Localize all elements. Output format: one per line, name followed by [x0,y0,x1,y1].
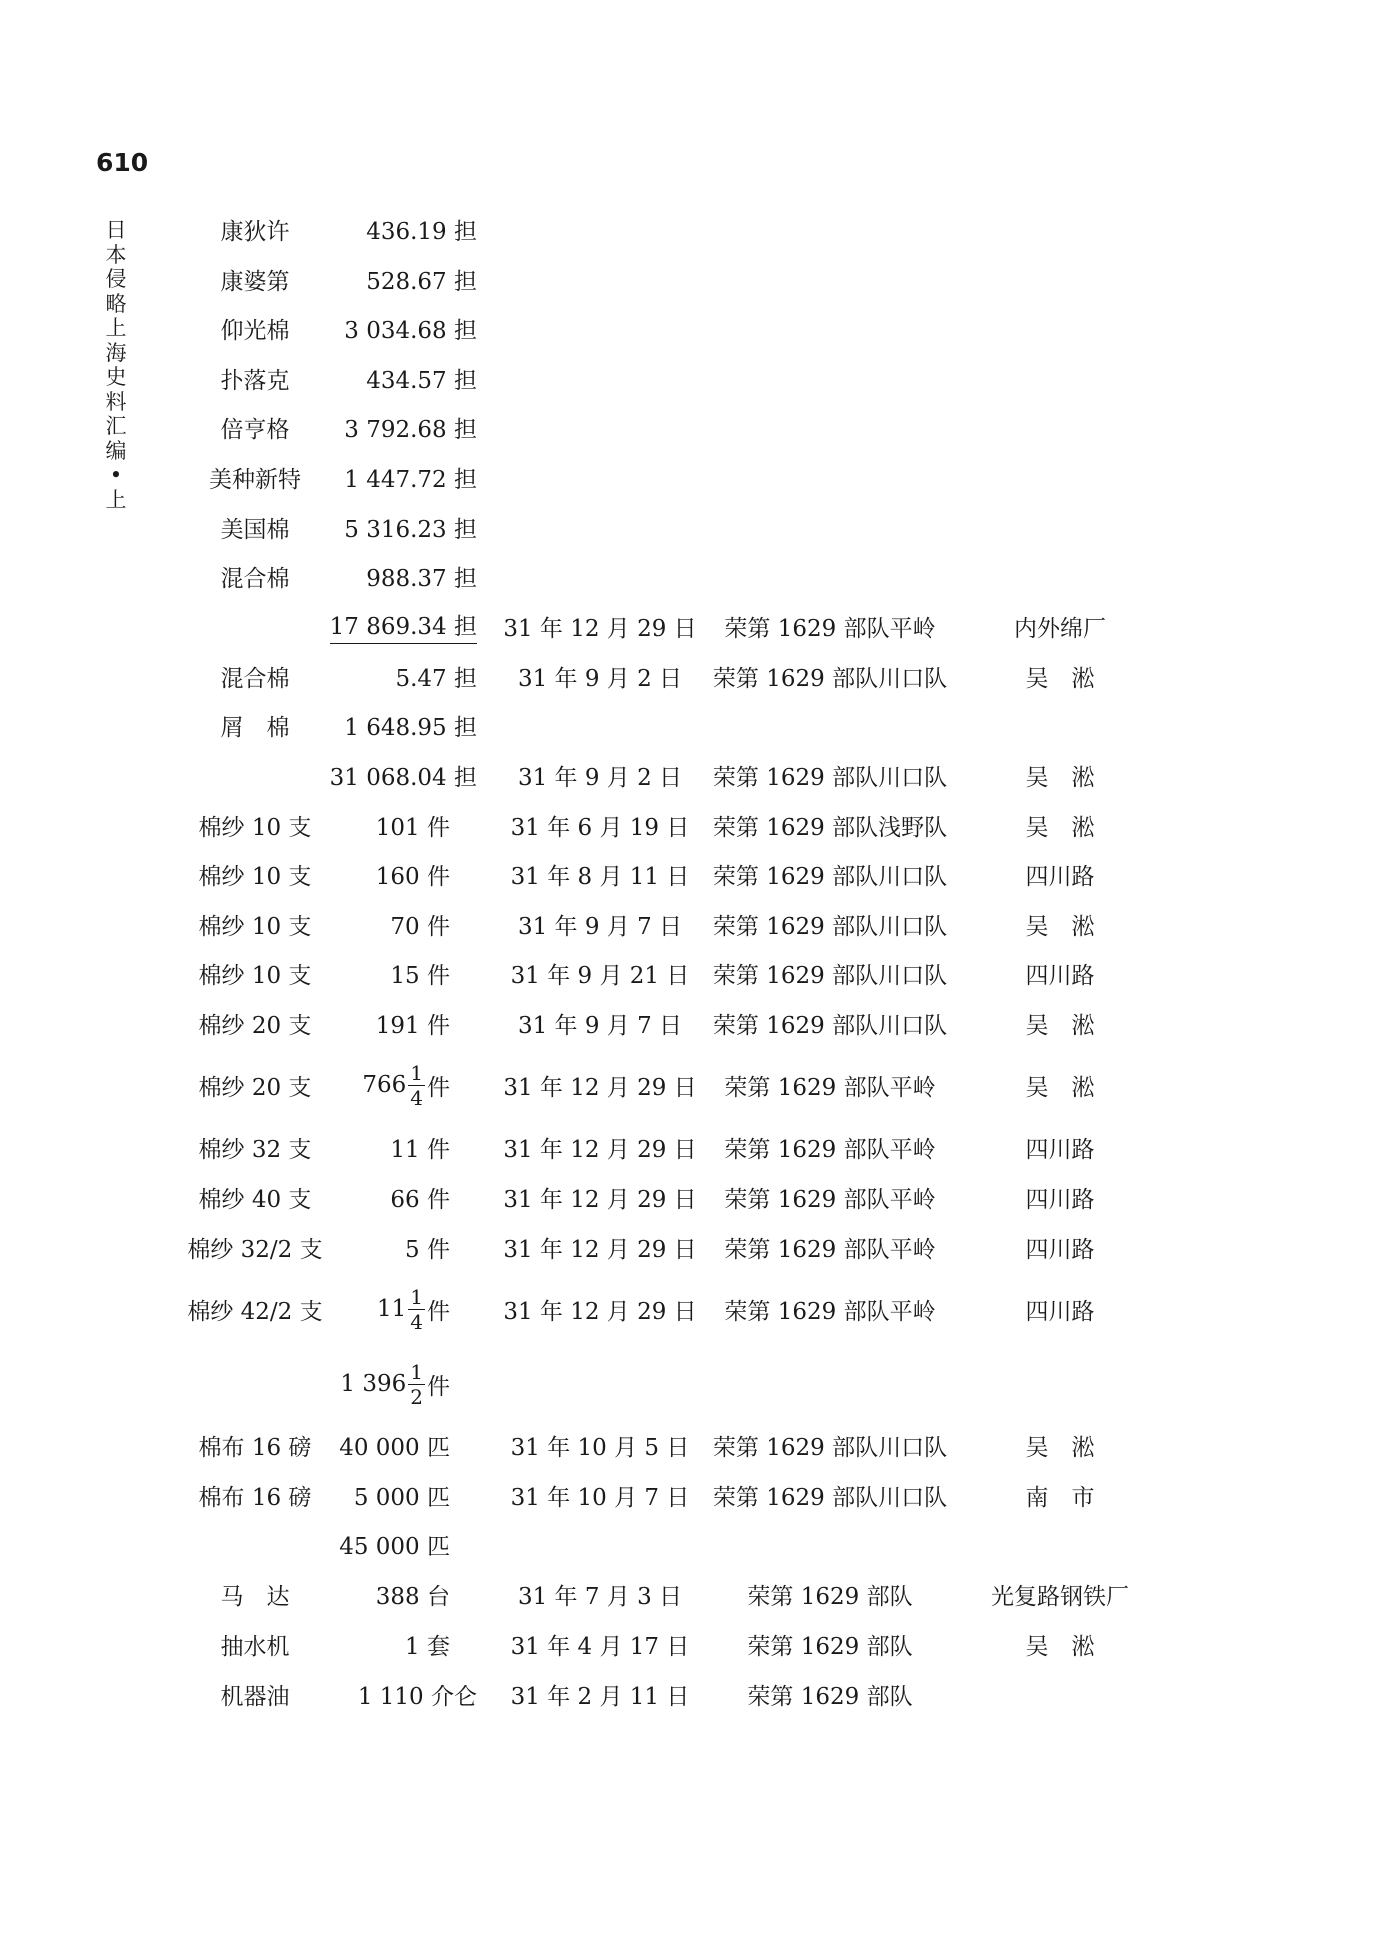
quantity-value: 5 件 [405,1236,450,1263]
quantity-value: 988.37 担 [366,565,477,592]
quantity-value: 70 件 [390,913,450,940]
table-row [0,1279,1386,1339]
item-name: 扑落克 [220,367,290,394]
item-name: 马 达 [220,1583,290,1610]
running-title-char: 侵 [105,267,127,291]
item-name: 棉纱 10 支 [198,962,312,989]
seizure-date [500,1354,700,1414]
military-unit: 荣第 1629 部队川口队 [712,764,948,791]
seizure-date: 31 年 2 月 11 日 [510,1683,690,1710]
seizure-date: 31 年 6 月 19 日 [510,814,690,841]
military-unit: 荣第 1629 部队川口队 [712,962,948,989]
quantity-fraction [408,1284,425,1334]
seizure-date: 31 年 12 月 29 日 [503,615,697,642]
fraction-numerator: 1 [410,1359,423,1384]
seizure-date: 31 年 12 月 29 日 [503,1298,697,1325]
location: 吴 淞 [1025,1074,1095,1101]
seizure-date: 31 年 12 月 29 日 [503,1136,697,1163]
running-title-char: 编 [105,438,127,463]
table-row [0,1217,1386,1277]
running-title-char: 汇 [105,414,127,438]
seizure-date: 31 年 9 月 2 日 [517,764,683,791]
item-name: 美种新特 [209,466,301,493]
quantity-unit: 件 [427,1373,450,1400]
location: 四川路 [1025,962,1095,989]
location: 四川路 [1025,1298,1095,1325]
fraction-numerator: 1 [410,1284,423,1309]
item-name: 混合棉 [220,665,290,692]
location: 四川路 [1025,1136,1095,1163]
fraction-denominator: 2 [410,1384,423,1409]
location: 吴 淞 [1025,1012,1095,1039]
military-unit: 荣第 1629 部队川口队 [712,665,948,692]
seizure-date: 31 年 4 月 17 日 [510,1633,690,1660]
military-unit [700,1354,960,1414]
location: 吴 淞 [1025,1633,1095,1660]
item-name [170,1354,340,1414]
location: 光复路钢铁厂 [991,1583,1129,1610]
quantity-value: 434.57 担 [366,367,477,394]
seizure-date: 31 年 12 月 29 日 [503,1074,697,1101]
military-unit: 荣第 1629 部队川口队 [712,1012,948,1039]
item-name: 棉布 16 磅 [198,1434,312,1461]
table-row [0,1055,1386,1115]
seizure-date: 31 年 8 月 11 日 [510,863,690,890]
location: 吴 淞 [1025,814,1095,841]
item-name: 美国棉 [220,516,290,543]
seizure-date: 31 年 12 月 29 日 [503,1236,697,1263]
quantity-value: 3 792.68 担 [344,416,477,443]
quantity-unit: 件 [427,1298,450,1325]
quantity-fraction [408,1359,425,1409]
seizure-date: 31 年 12 月 29 日 [503,1186,697,1213]
item-name: 康狄许 [220,218,290,245]
item-name: 棉纱 20 支 [198,1074,312,1101]
military-unit: 荣第 1629 部队川口队 [712,913,948,940]
running-title-char: 上 [105,487,127,512]
location: 内外绵厂 [1014,615,1106,642]
seizure-date: 31 年 9 月 2 日 [517,665,683,692]
military-unit: 荣第 1629 部队平岭 [724,1074,936,1101]
seizure-date: 31 年 9 月 7 日 [517,913,683,940]
quantity-value: 388 台 [375,1583,450,1610]
running-title-char: 日 [105,218,127,242]
quantity-value: 1 套 [405,1633,450,1660]
location: 吴 淞 [1025,913,1095,940]
item-name: 屑 棉 [220,714,290,741]
quantity-value: 5 000 匹 [353,1484,450,1511]
military-unit: 荣第 1629 部队平岭 [724,1298,936,1325]
military-unit: 荣第 1629 部队浅野队 [712,814,948,841]
quantity-value: 66 件 [390,1186,450,1213]
quantity-value: 40 000 匹 [339,1434,450,1461]
quantity-value: 1 648.95 担 [344,714,477,741]
location: 四川路 [1025,1236,1095,1263]
military-unit: 荣第 1629 部队平岭 [724,1236,936,1263]
item-name: 棉纱 40 支 [198,1186,312,1213]
seizure-date: 31 年 10 月 7 日 [510,1484,690,1511]
running-title-char: 海 [105,340,127,365]
location [960,1354,1160,1414]
quantity-value: 1 447.72 担 [344,466,477,493]
military-unit: 荣第 1629 部队川口队 [712,1434,948,1461]
running-title-char: 上 [105,316,127,340]
running-title-char: • [109,463,123,487]
quantity-fraction [408,1060,425,1110]
military-unit: 荣第 1629 部队川口队 [712,863,948,890]
quantity [320,1279,450,1339]
quantity-value: 528.67 担 [366,268,477,295]
quantity-value: 15 件 [390,962,450,989]
item-name: 混合棉 [220,565,290,592]
location: 四川路 [1025,1186,1095,1213]
seizure-date: 31 年 10 月 5 日 [510,1434,690,1461]
quantity-value: 3 034.68 担 [344,317,477,344]
quantity-whole: 1 396 [340,1371,407,1397]
military-unit: 荣第 1629 部队 [747,1633,913,1660]
subtotal-quantity: 17 869.34 担 [330,608,477,644]
military-unit: 荣第 1629 部队 [747,1583,913,1610]
quantity-value: 191 件 [375,1012,450,1039]
item-name: 抽水机 [220,1633,290,1660]
seizure-date: 31 年 7 月 3 日 [517,1583,683,1610]
seizure-date: 31 年 9 月 7 日 [517,1012,683,1039]
quantity-value: 31 068.04 担 [329,764,477,791]
table-row [0,1664,1386,1724]
quantity-value: 45 000 匹 [339,1533,450,1560]
military-unit: 荣第 1629 部队川口队 [712,1484,948,1511]
item-name: 机器油 [220,1683,290,1710]
quantity-value: 1 110 介仑 [357,1683,477,1710]
quantity [320,993,450,1053]
quantity-value: 436.19 担 [366,218,477,245]
military-unit: 荣第 1629 部队 [747,1683,913,1710]
item-name: 棉纱 32 支 [198,1136,312,1163]
quantity-value: 5.47 担 [395,665,477,692]
quantity [320,1354,450,1414]
quantity [320,1055,450,1115]
quantity-value: 5 316.23 担 [344,516,477,543]
item-name: 棉纱 20 支 [198,1012,312,1039]
fraction-denominator: 4 [410,1085,423,1110]
running-title-char: 料 [105,389,127,414]
location: 四川路 [1025,863,1095,890]
item-name: 仰光棉 [220,317,290,344]
quantity-value: 160 件 [375,863,450,890]
item-name: 倍亨格 [220,416,290,443]
quantity-value: 101 件 [375,814,450,841]
item-name: 棉纱 10 支 [198,863,312,890]
running-title-char: 史 [105,365,127,389]
running-title-char: 略 [105,291,127,316]
item-name: 康婆第 [220,268,290,295]
quantity [320,1664,477,1724]
quantity-whole: 766 [362,1072,407,1098]
location: 吴 淞 [1025,1434,1095,1461]
quantity-unit: 件 [427,1074,450,1101]
quantity-value: 11 件 [390,1136,450,1163]
military-unit: 荣第 1629 部队平岭 [724,1136,936,1163]
location: 吴 淞 [1025,764,1095,791]
military-unit: 荣第 1629 部队平岭 [724,615,936,642]
fraction-numerator: 1 [410,1060,423,1085]
location: 南 市 [1025,1484,1095,1511]
fraction-denominator: 4 [410,1309,423,1334]
item-name: 棉纱 32/2 支 [187,1236,323,1263]
item-name: 棉纱 10 支 [198,814,312,841]
location: 吴 淞 [1025,665,1095,692]
military-unit: 荣第 1629 部队平岭 [724,1186,936,1213]
page-number: 610 [96,148,149,177]
seizure-date: 31 年 9 月 21 日 [510,962,690,989]
quantity-whole: 11 [376,1296,407,1322]
item-name: 棉纱 10 支 [198,913,312,940]
table-row [0,993,1386,1053]
item-name: 棉纱 42/2 支 [187,1298,323,1325]
item-name: 棉布 16 磅 [198,1484,312,1511]
table-row [0,1354,1386,1414]
running-title-char: 本 [105,242,127,267]
quantity [320,1217,450,1277]
location [960,1664,1160,1724]
